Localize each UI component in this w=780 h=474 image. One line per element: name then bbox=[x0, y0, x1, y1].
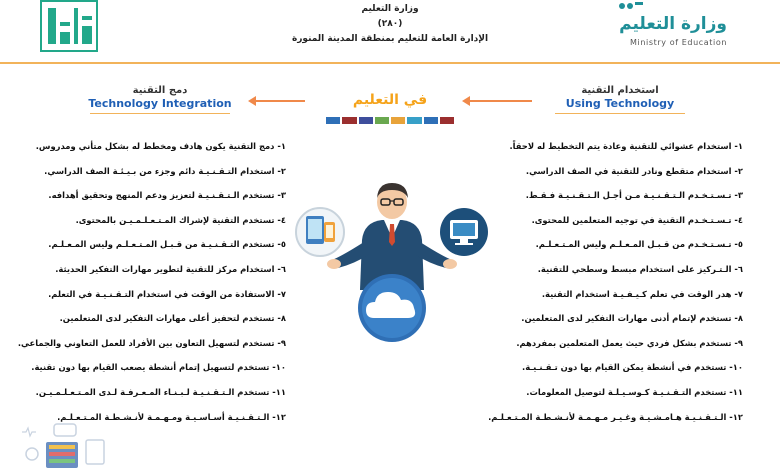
list-item: ٦- استخدام مركز للتقنية لتطوير مهارات التفكير الحديثة. bbox=[55, 263, 286, 274]
list-item: ٢- استخدام متقطع ونادر للتقنية في الصف الدراسي. bbox=[525, 165, 743, 176]
list-item: ٩- تستخدم بشكل فردي حيث يعمل المتعلمين بمفردهم. bbox=[516, 337, 743, 348]
moe-logo bbox=[612, 0, 727, 52]
list-item: ١٢- الـتـقـنـيـة هـامـشـيـة وغـيـر مـهـمـة لأنـشـطـة المـتـعـلـم. bbox=[488, 411, 743, 422]
phone-icon bbox=[86, 440, 104, 464]
list-item: ١- استخدام عشوائي للتقنية وعادة يتم التخطيط له لاحقاً. bbox=[509, 141, 743, 151]
businessman-illustration bbox=[292, 180, 492, 350]
color-bar-segment bbox=[375, 117, 389, 124]
tablet-and-phone-icon bbox=[296, 208, 344, 256]
color-bar-segment bbox=[359, 117, 373, 124]
calligraphy-logo bbox=[40, 0, 98, 52]
moe-logo-arabic: وزارة التعليم bbox=[619, 14, 727, 34]
header-text bbox=[280, 2, 500, 47]
list-item: ٥- تـسـتـخـدم من قـبـل المـعـلـم وليس المـتـعـلـم. bbox=[535, 239, 743, 250]
color-bar-segment bbox=[440, 117, 454, 124]
list-item: ٥- تستخدم التـقـنـيـة من قـبـل المـتـعـلـم وليس المـعـلـم. bbox=[48, 239, 286, 250]
list-item: ٨- تستخدم لإتمام أدنى مهارات التفكير لدى المتعلمين. bbox=[521, 313, 743, 324]
moe-logo-english: Ministry of Education bbox=[630, 38, 727, 47]
list-item: ٤- تستخدم التقنية لإشراك المـتـعـلـمـيـن بالمحتوى. bbox=[75, 214, 286, 225]
color-bar-segment bbox=[407, 117, 421, 124]
color-bar-segment bbox=[326, 117, 340, 124]
list-item: ٧- الاستفادة من الوقت في استخدام التـقـنـيـة في التعلم. bbox=[48, 288, 286, 299]
list-item: ٤- تـسـتـخـدم التقنية في توجيه المتعلمين للمحتوى. bbox=[531, 214, 743, 225]
list-item: ٧- هدر الوقت في تعلم كـيـفـيـة استخدام التقنية. bbox=[541, 288, 743, 299]
list-item: ١١- تستخدم التـقـنـيـة كـوسـيـلـة لتوصيل المعلومات. bbox=[526, 386, 743, 397]
chat-icon bbox=[54, 424, 76, 436]
list-item: ١- دمج التقنية يكون هادف ومخطط له بشكل متأني ومدروس. bbox=[35, 141, 286, 151]
ministry-name: وزارة التعليم bbox=[361, 4, 419, 14]
list-item: ٣- تـسـتـخـدم الـتـقـنـيـة مـن أجـل الـتـقـنـيـة فـقـط. bbox=[525, 190, 743, 201]
moe-logo-mark-icon bbox=[618, 0, 644, 12]
header-divider bbox=[0, 62, 780, 64]
integration-list bbox=[17, 140, 286, 435]
center-title: في التعليم bbox=[352, 92, 428, 108]
list-item: ١٠- تستخدم لتسهيل إتمام أنشطة يصعب القيام بها دون تقنية. bbox=[31, 362, 286, 373]
color-bar-segment bbox=[424, 117, 438, 124]
right-arrow-icon bbox=[462, 96, 470, 106]
gear-icon bbox=[26, 448, 38, 460]
office-code: (٢٨٠) bbox=[377, 19, 403, 29]
color-bar bbox=[326, 117, 454, 124]
cloud-icon bbox=[358, 274, 426, 342]
decorative-icons bbox=[14, 418, 114, 470]
color-bar-segment bbox=[342, 117, 356, 124]
left-arrow-line bbox=[253, 100, 305, 102]
computer-monitor-icon bbox=[440, 208, 488, 256]
list-item: ١٠- تستخدم في أنشطة يمكن القيام بها دون تـقـنـيـة. bbox=[522, 362, 743, 373]
list-item: ٩- تستخدم لتسهيل التعاون بين الأفراد للعمل التعاوني والجماعي. bbox=[17, 337, 286, 348]
color-bar-segment bbox=[391, 117, 405, 124]
businessman-icon bbox=[327, 183, 457, 290]
left-column-title bbox=[80, 84, 240, 114]
right-title-ar: استخدام التقنية bbox=[581, 85, 659, 96]
usage-list bbox=[488, 140, 743, 435]
list-item: ٨- تستخدم لتحفيز أعلى مهارات التفكير لدى المتعلمين. bbox=[59, 313, 286, 324]
left-arrow-icon bbox=[248, 96, 256, 106]
right-arrow-line bbox=[470, 100, 532, 102]
list-item: ١١- تستخدم الـتـقـنـيـة لـبـنـاء المـعـرفـة لـدى المـتـعـلـمـيـن. bbox=[35, 386, 286, 397]
list-item: ٢- استخدام التـقـنـيـة دائم وجزء من بـيـئـة الصف الدراسي. bbox=[44, 165, 286, 176]
list-item: ٦- الـتـركيز على استخدام مبسط وسطحي للتقنية. bbox=[537, 263, 743, 274]
list-item: ٣- تستخدم الـتـقـنـيـة لتعزيز ودعم المنهج وتحقيق أهدافه. bbox=[48, 190, 286, 201]
department-name: الإدارة العامة للتعليم بمنطقة المدينة المنورة bbox=[291, 34, 489, 44]
right-column-title bbox=[545, 84, 695, 114]
list-item: ١٢- الـتـقـنـيـة أسـاسـيـة ومـهـمـة لأنـشـطـة المـتـعـلـم. bbox=[57, 411, 286, 422]
left-title-ar: دمج التقنية bbox=[132, 85, 188, 96]
right-title-en: Using Technology bbox=[565, 97, 675, 110]
left-title-en: Technology Integration bbox=[88, 97, 232, 110]
